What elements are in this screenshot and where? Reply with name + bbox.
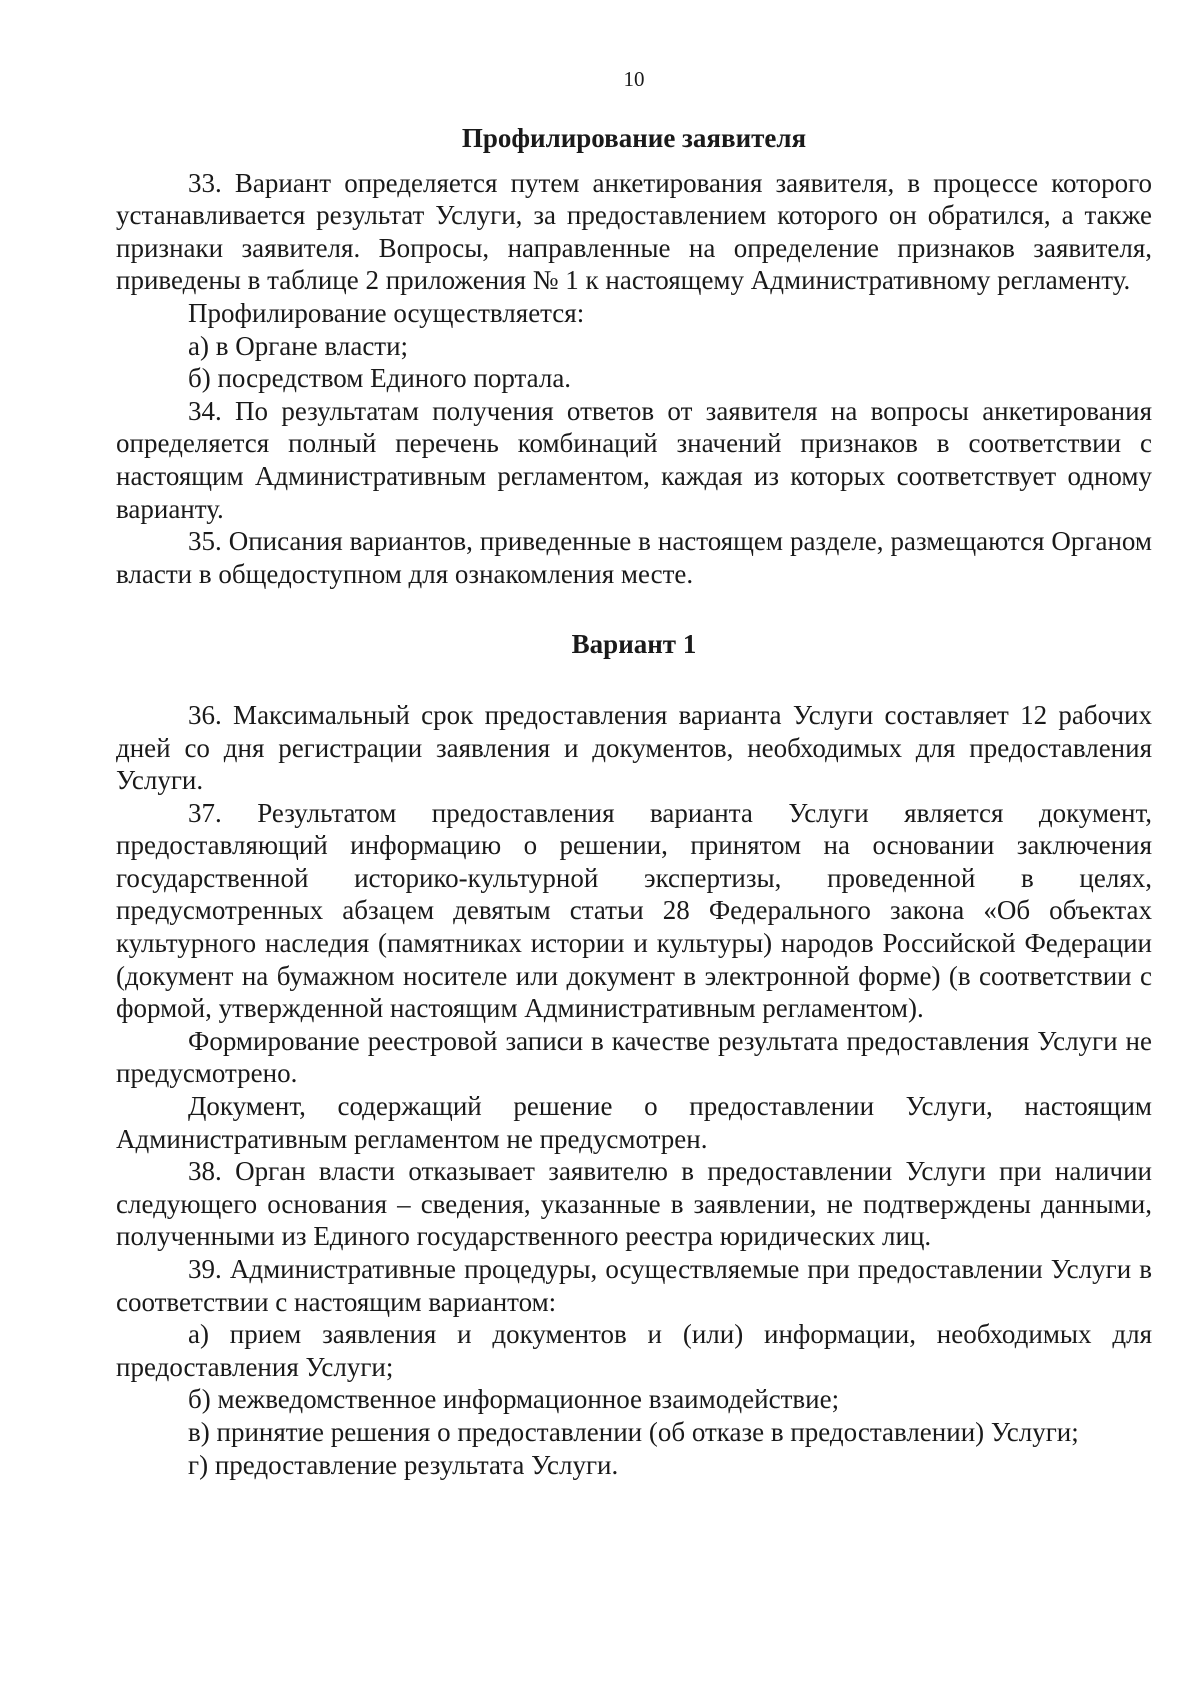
section-heading-variant-1: Вариант 1	[571, 629, 697, 660]
paragraph-34: 34. По результатам получения ответов от заявителя на вопросы анкетирования определяется полный перечень комбинаций значений признаков в соответствии с настоящим Административным регламентом, каждая из которых соответствует одному варианту.	[116, 395, 1152, 524]
paragraph-36: 36. Максимальный срок предоставления варианта Услуги составляет 12 рабочих дней со дня регистрации заявления и документов, необходимых для предоставления Услуги.	[116, 699, 1152, 796]
document-page	[116, 66, 1152, 1481]
page-number: 10	[623, 67, 645, 91]
procedure-item-a: а) прием заявления и документов и (или) информации, необходимых для предоставления Услуги;	[116, 1319, 1152, 1382]
paragraph-decision-document: Документ, содержащий решение о предоставлении Услуги, настоящим Административным регламентом не предусмотрен.	[116, 1091, 1152, 1154]
procedure-item-b: б) межведомственное информационное взаимодействие;	[188, 1384, 840, 1415]
procedure-item-d: г) предоставление результата Услуги.	[188, 1449, 619, 1480]
paragraph-35: 35. Описания вариантов, приведенные в настоящем разделе, размещаются Органом власти в общедоступном для ознакомления месте.	[116, 526, 1152, 589]
paragraph-registry-record: Формирование реестровой записи в качестве результата предоставления Услуги не предусмотрено.	[116, 1025, 1152, 1089]
section-heading-profiling: Профилирование заявителя	[461, 123, 807, 153]
list-item-b: б) посредством Единого портала.	[188, 363, 572, 394]
list-item-a: а) в Органе власти;	[188, 330, 409, 361]
paragraph-profiling-intro: Профилирование осуществляется:	[188, 297, 585, 328]
paragraph-39: 39. Административные процедуры, осуществляемые при предоставлении Услуги в соответствии с настоящим вариантом:	[116, 1254, 1152, 1317]
paragraph-37: 37. Результатом предоставления варианта Услуги является документ, предоставляющий информацию о решении, принятом на основании заключения государственной историко-культурной экспертизы, проведенной в целях, предусмотренных абзацем девятым статьи 28 Федерального закона «Об объектах культурного наследия (памятниках истории и культуры) народов Российской Федерации (документ на бумажном носителе или документ в электронной форме) (в соответствии с формой, утвержденной настоящим Административным регламентом).	[116, 797, 1152, 1024]
paragraph-33: 33. Вариант определяется путем анкетирования заявителя, в процессе которого устанавливается результат Услуги, за предоставлением которого он обратился, а также признаки заявителя. Вопросы, направленные на определение признаков заявителя, приведены в таблице 2 приложения № 1 к настоящему Административному регламенту.	[116, 167, 1152, 296]
procedure-item-c: в) принятие решения о предоставлении (об отказе в предоставлении) Услуги;	[188, 1416, 1079, 1447]
paragraph-38: 38. Орган власти отказывает заявителю в предоставлении Услуги при наличии следующего основания – сведения, указанные в заявлении, не подтверждены данными, полученными из Единого государственного реестра юридических лиц.	[116, 1156, 1152, 1252]
